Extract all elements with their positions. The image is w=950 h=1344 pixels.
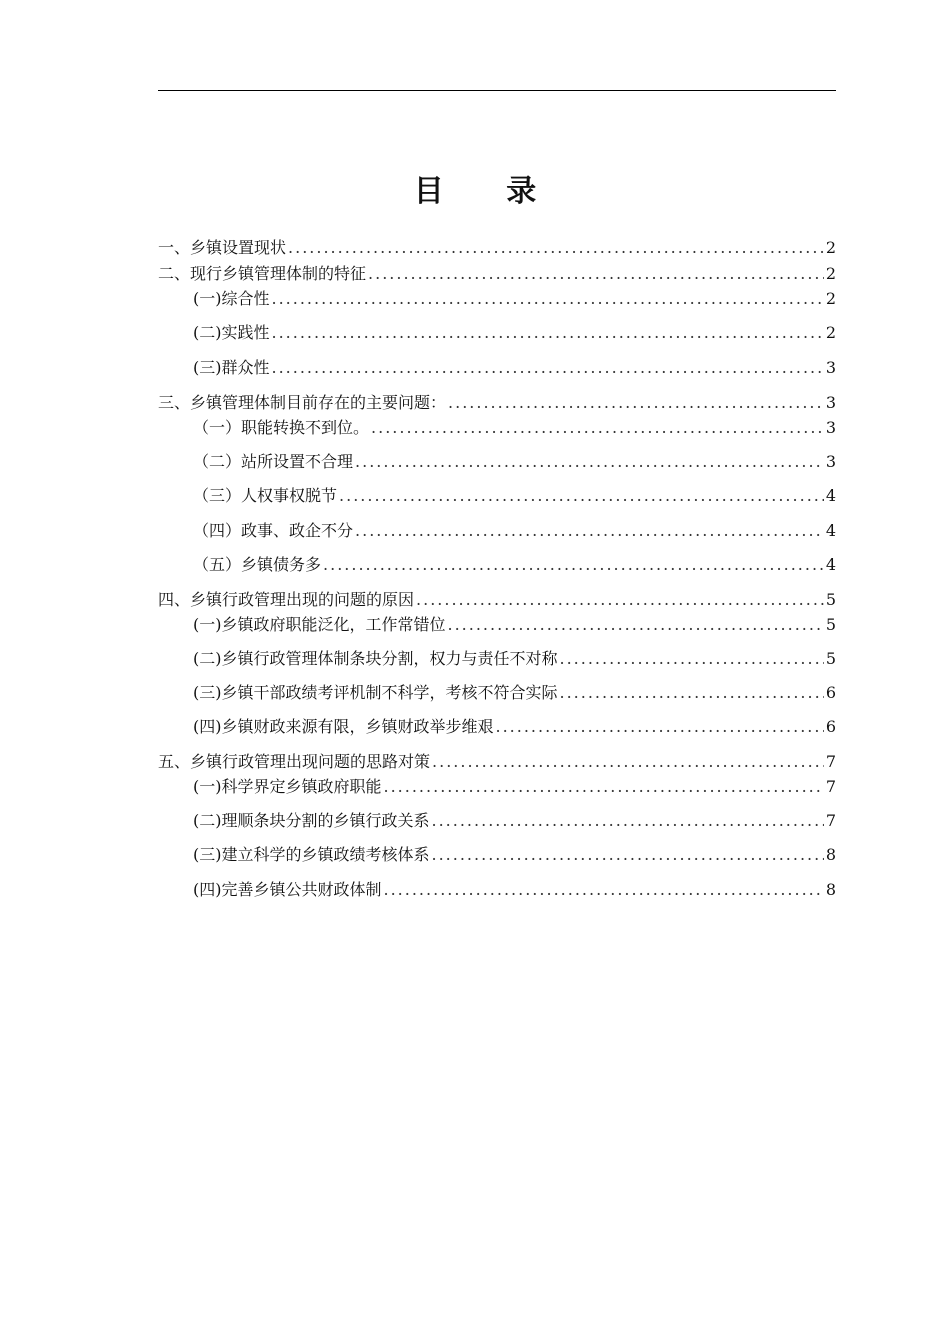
toc-page-number: 7 <box>825 752 836 771</box>
toc-dot-leader <box>416 588 824 612</box>
toc-page-number: 6 <box>825 717 836 736</box>
toc-entry[interactable] <box>193 416 836 440</box>
toc-dot-leader <box>432 750 824 774</box>
toc-entry-label: 三、乡镇管理体制目前存在的主要问题： <box>158 393 447 412</box>
toc-page-number: 2 <box>825 323 836 342</box>
toc-dot-leader <box>272 287 824 311</box>
toc-page-number: 4 <box>825 486 836 505</box>
toc-dot-leader <box>432 843 824 867</box>
toc-entry[interactable] <box>193 809 836 833</box>
toc-entry[interactable] <box>193 287 836 311</box>
toc-page-number: 2 <box>825 238 836 257</box>
toc-entry[interactable] <box>193 775 836 799</box>
toc-dot-leader <box>448 613 824 637</box>
toc-entry[interactable] <box>193 450 836 474</box>
toc-page-number: 5 <box>825 590 836 609</box>
toc-entry[interactable] <box>158 750 836 774</box>
toc-entry-label: 二、现行乡镇管理体制的特征 <box>158 264 367 283</box>
toc-dot-leader <box>384 878 824 902</box>
toc-entry[interactable] <box>193 878 836 902</box>
toc-entry[interactable] <box>193 553 836 577</box>
toc-page-number: 8 <box>825 845 836 864</box>
toc-entry[interactable] <box>193 321 836 345</box>
toc-dot-leader <box>371 416 824 440</box>
toc-dot-leader <box>448 391 824 415</box>
header-rule <box>158 90 836 91</box>
toc-page-number: 3 <box>825 358 836 377</box>
toc-entry-label: (四)完善乡镇公共财政体制 <box>193 880 382 899</box>
toc-page-number: 7 <box>825 777 836 796</box>
toc-entry-label: （四）政事、政企不分 <box>193 521 354 540</box>
toc-dot-leader <box>432 809 824 833</box>
toc-page-number: 7 <box>825 811 836 830</box>
toc-dot-leader <box>368 262 824 286</box>
toc-entry-label: (一)乡镇政府职能泛化，工作常错位 <box>193 615 446 634</box>
toc-dot-leader <box>339 484 824 508</box>
toc-page-number: 2 <box>825 289 836 308</box>
toc-entry-label: (一)科学界定乡镇政府职能 <box>193 777 382 796</box>
toc-dot-leader <box>272 321 824 345</box>
toc-dot-leader <box>496 715 824 739</box>
toc-entry-label: (二)实践性 <box>193 323 270 342</box>
toc-entry[interactable] <box>193 647 836 671</box>
toc-entry[interactable] <box>193 519 836 543</box>
toc-entry[interactable] <box>193 613 836 637</box>
toc-entry-label: (二)乡镇行政管理体制条块分割，权力与责任不对称 <box>193 649 558 668</box>
toc-page-number: 3 <box>825 418 836 437</box>
toc-entry-label: (三)群众性 <box>193 358 270 377</box>
toc-dot-leader <box>288 236 824 260</box>
toc-dot-leader <box>272 356 824 380</box>
toc-dot-leader <box>355 519 824 543</box>
toc-page-number: 5 <box>825 615 836 634</box>
toc-title: 目 录 <box>413 174 563 209</box>
toc-entry-label: （一）职能转换不到位。 <box>193 418 370 437</box>
toc-entry-label: (四)乡镇财政来源有限，乡镇财政举步维艰 <box>193 717 494 736</box>
toc-entry-label: (一)综合性 <box>193 289 270 308</box>
toc-entry[interactable] <box>193 484 836 508</box>
toc-entry-label: (二)理顺条块分割的乡镇行政关系 <box>193 811 430 830</box>
toc-dot-leader <box>560 681 824 705</box>
toc-entry[interactable] <box>158 391 836 415</box>
toc-entry[interactable] <box>158 588 836 612</box>
toc-entry-label: 四、乡镇行政管理出现的问题的原因 <box>158 590 415 609</box>
toc-entry[interactable] <box>193 843 836 867</box>
toc-dot-leader <box>560 647 824 671</box>
toc-page-number: 3 <box>825 393 836 412</box>
toc-entry-label: （五）乡镇债务多 <box>193 555 322 574</box>
toc-page-number: 4 <box>825 521 836 540</box>
toc-page-number: 3 <box>825 452 836 471</box>
toc-entry[interactable] <box>158 262 836 286</box>
toc-page-number: 4 <box>825 555 836 574</box>
toc-dot-leader <box>355 450 824 474</box>
toc-dot-leader <box>384 775 824 799</box>
toc-entry-label: 一、乡镇设置现状 <box>158 238 287 257</box>
toc-page-number: 6 <box>825 683 836 702</box>
toc-dot-leader <box>323 553 824 577</box>
toc-page-number: 2 <box>825 264 836 283</box>
toc-entry[interactable] <box>158 236 836 260</box>
toc-entry-label: （三）人权事权脱节 <box>193 486 338 505</box>
toc-entry-label: (三)乡镇干部政绩考评机制不科学，考核不符合实际 <box>193 683 558 702</box>
toc-entry[interactable] <box>193 715 836 739</box>
toc-page-number: 5 <box>825 649 836 668</box>
toc-entry-label: 五、乡镇行政管理出现问题的思路对策 <box>158 752 431 771</box>
toc-entry-label: （二）站所设置不合理 <box>193 452 354 471</box>
toc-entry[interactable] <box>193 681 836 705</box>
toc-entry-label: (三)建立科学的乡镇政绩考核体系 <box>193 845 430 864</box>
toc-entry[interactable] <box>193 356 836 380</box>
toc-page-number: 8 <box>825 880 836 899</box>
